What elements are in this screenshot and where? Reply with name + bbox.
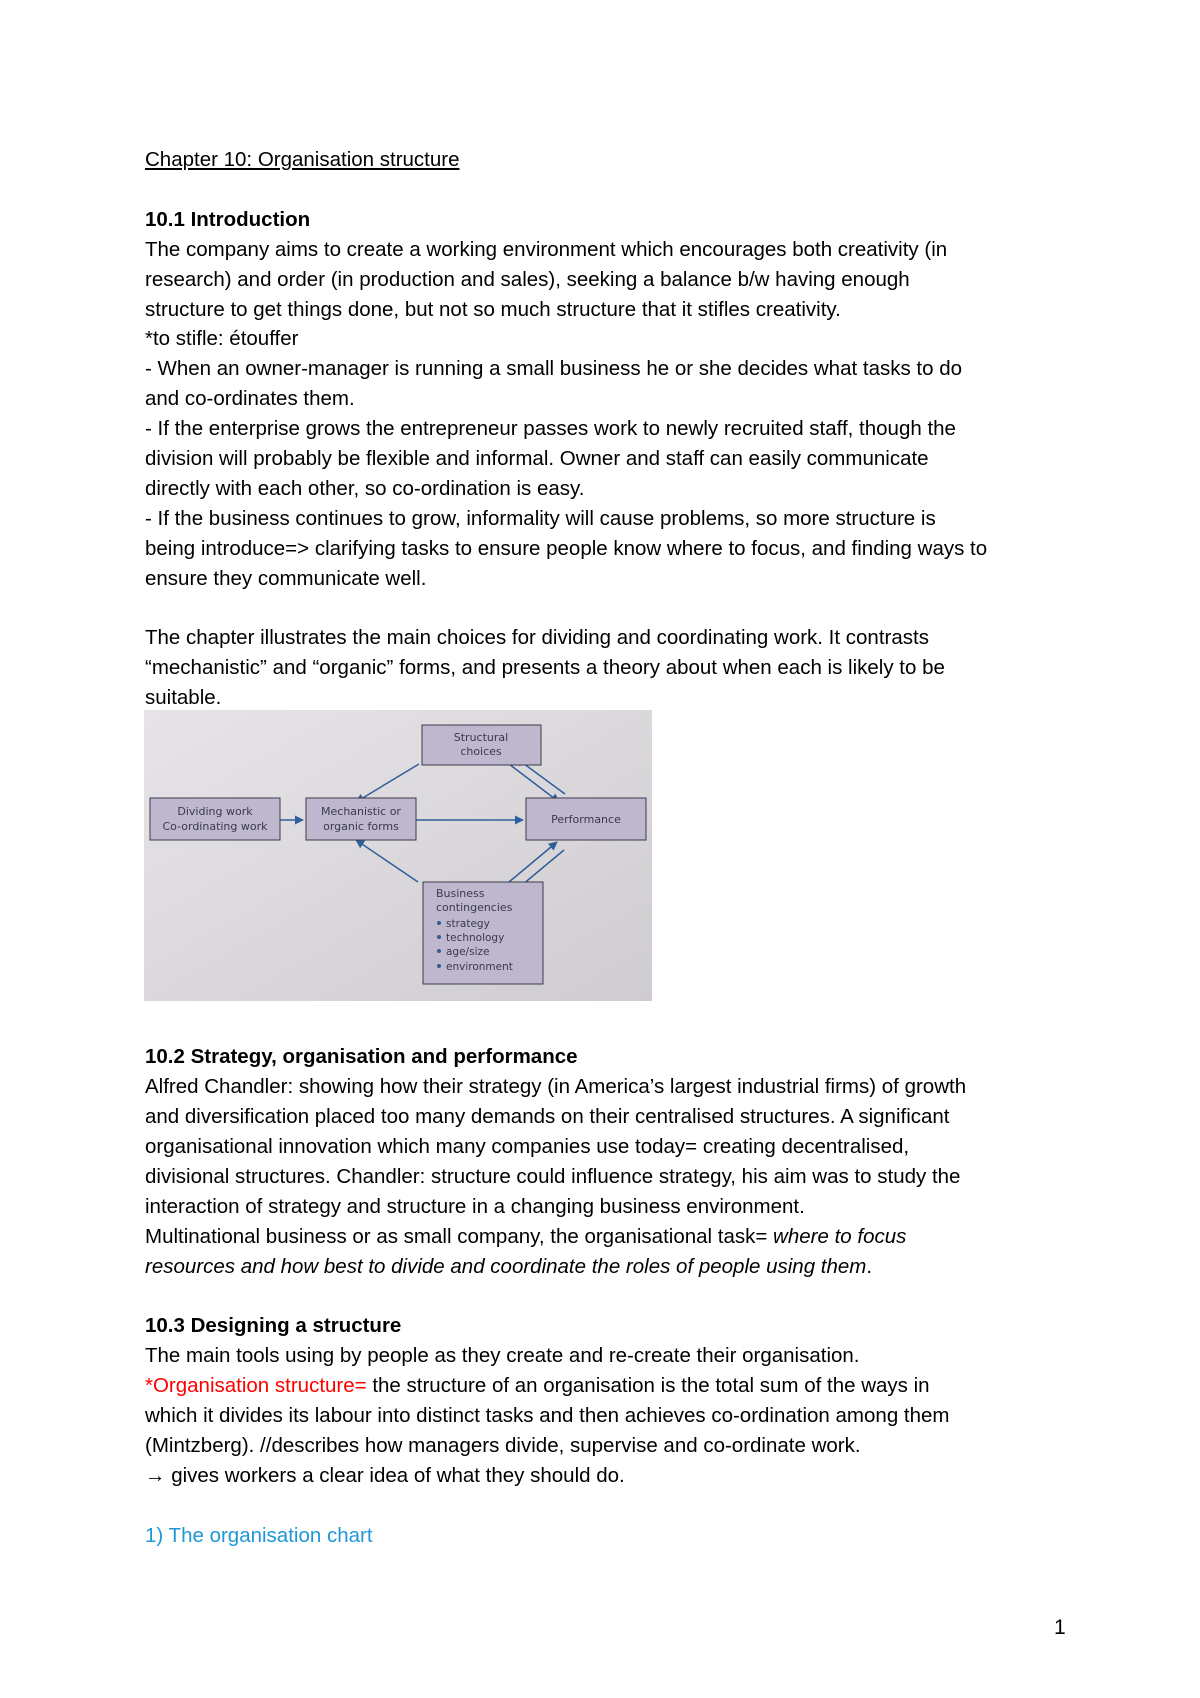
paragraph-line: being introduce=> clarifying tasks to ensure people know where to focus, and finding ways to [145, 536, 988, 560]
paragraph-line: organisational innovation which many companies use today= creating decentralised, [145, 1134, 910, 1158]
paragraph-line: research) and order (in production and sales), seeking a balance b/w having enough [145, 267, 910, 291]
paragraph-line: (Mintzberg). //describes how managers divide, supervise and co-ordinate work. [145, 1433, 861, 1457]
box-label: Co-ordinating work [162, 820, 268, 833]
paragraph-line [145, 1371, 1080, 1401]
plain-text: gives workers a clear idea of what they should do. [165, 1463, 625, 1487]
box-performance [526, 798, 646, 840]
box-label: Business [436, 887, 485, 900]
italic-text: where to focus [773, 1224, 907, 1248]
bullet-icon [437, 949, 441, 953]
paragraph-line: - When an owner-manager is running a small business he or she decides what tasks to do [145, 357, 963, 381]
chapter-title: Chapter 10: Organisation structure [145, 148, 460, 171]
bullet-icon [437, 921, 441, 925]
box-business-contingencies [423, 882, 543, 984]
paragraph-line: structure to get things done, but not so much structure that it stifles creativity. [145, 297, 841, 321]
paragraph-line: and co-ordinates them. [145, 387, 355, 411]
paragraph-line: Alfred Chandler: showing how their strategy (in America’s largest industrial firms) of growth [145, 1075, 967, 1099]
structure-diagram-photo [144, 710, 652, 1001]
paragraph-line: directly with each other, so co-ordination is easy. [145, 476, 585, 500]
paragraph-line: suitable. [145, 686, 222, 710]
paragraph-line [145, 1461, 1080, 1491]
box-label: Performance [551, 813, 621, 826]
paragraph-line: The company aims to create a working environment which encourages both creativity (in [145, 237, 948, 261]
paragraph-line: ensure they communicate well. [145, 566, 427, 590]
bullet-label: environment [446, 961, 513, 973]
section-heading-10-2: 10.2 Strategy, organisation and performance [145, 1045, 578, 1069]
bullet-icon [437, 964, 441, 968]
bullet-label: strategy [446, 918, 490, 930]
page-number: 1 [1054, 1616, 1066, 1639]
paragraph-line: The chapter illustrates the main choices for dividing and coordinating work. It contrasts [145, 626, 929, 650]
box-structural-choices [422, 725, 541, 765]
box-label: Dividing work [177, 805, 253, 818]
bullet-label: age/size [446, 946, 490, 958]
plain-text: Multinational business or as small company, the organisational task= [145, 1224, 774, 1248]
definition-term: *Organisation structure= [145, 1374, 367, 1398]
paragraph-line: division will probably be flexible and informal. Owner and staff can easily communicate [145, 447, 929, 471]
definition-text: the structure of an organisation is the total sum of the ways in [366, 1374, 930, 1398]
box-label: contingencies [436, 901, 513, 914]
paragraph-line: which it divides its labour into distinct tasks and then achieves co-ordination among them [145, 1404, 950, 1428]
section-heading-10-1: 10.1 Introduction [145, 207, 311, 231]
photo-background [144, 710, 652, 1001]
paragraph-line: The main tools using by people as they create and re-create their organisation. [145, 1344, 860, 1368]
subsection-heading: 1) The organisation chart [145, 1523, 373, 1547]
paragraph-line: interaction of strategy and structure in a changing business environment. [145, 1194, 805, 1218]
bullet-label: technology [446, 932, 505, 944]
box-label: organic forms [323, 820, 399, 833]
paragraph-line: - If the business continues to grow, informality will cause problems, so more structure is [145, 506, 936, 530]
box-label: choices [460, 745, 502, 758]
paragraph-line [145, 1222, 1080, 1252]
paragraph-line: and diversification placed too many demands on their centralised structures. A significant [145, 1105, 950, 1128]
box-mechanistic-organic [306, 798, 416, 840]
paragraph-line: divisional structures. Chandler: structure could influence strategy, his aim was to study the [145, 1164, 961, 1188]
box-label: Mechanistic or [321, 805, 401, 818]
paragraph-line: “mechanistic” and “organic” forms, and presents a theory about when each is likely to be [145, 656, 945, 680]
box-dividing-work [150, 798, 280, 840]
arrow-icon: → [145, 1463, 166, 1487]
italic-text: resources and how best to divide and coordinate the roles of people using them [145, 1254, 867, 1278]
paragraph-line: *to stifle: étouffer [145, 327, 299, 351]
plain-text: . [866, 1254, 873, 1278]
paragraph-line [145, 1252, 1080, 1282]
paragraph-line: - If the enterprise grows the entrepreneur passes work to newly recruited staff, though the [145, 417, 956, 441]
section-heading-10-3: 10.3 Designing a structure [145, 1314, 402, 1338]
bullet-icon [437, 935, 441, 939]
box-label: Structural [453, 731, 509, 744]
